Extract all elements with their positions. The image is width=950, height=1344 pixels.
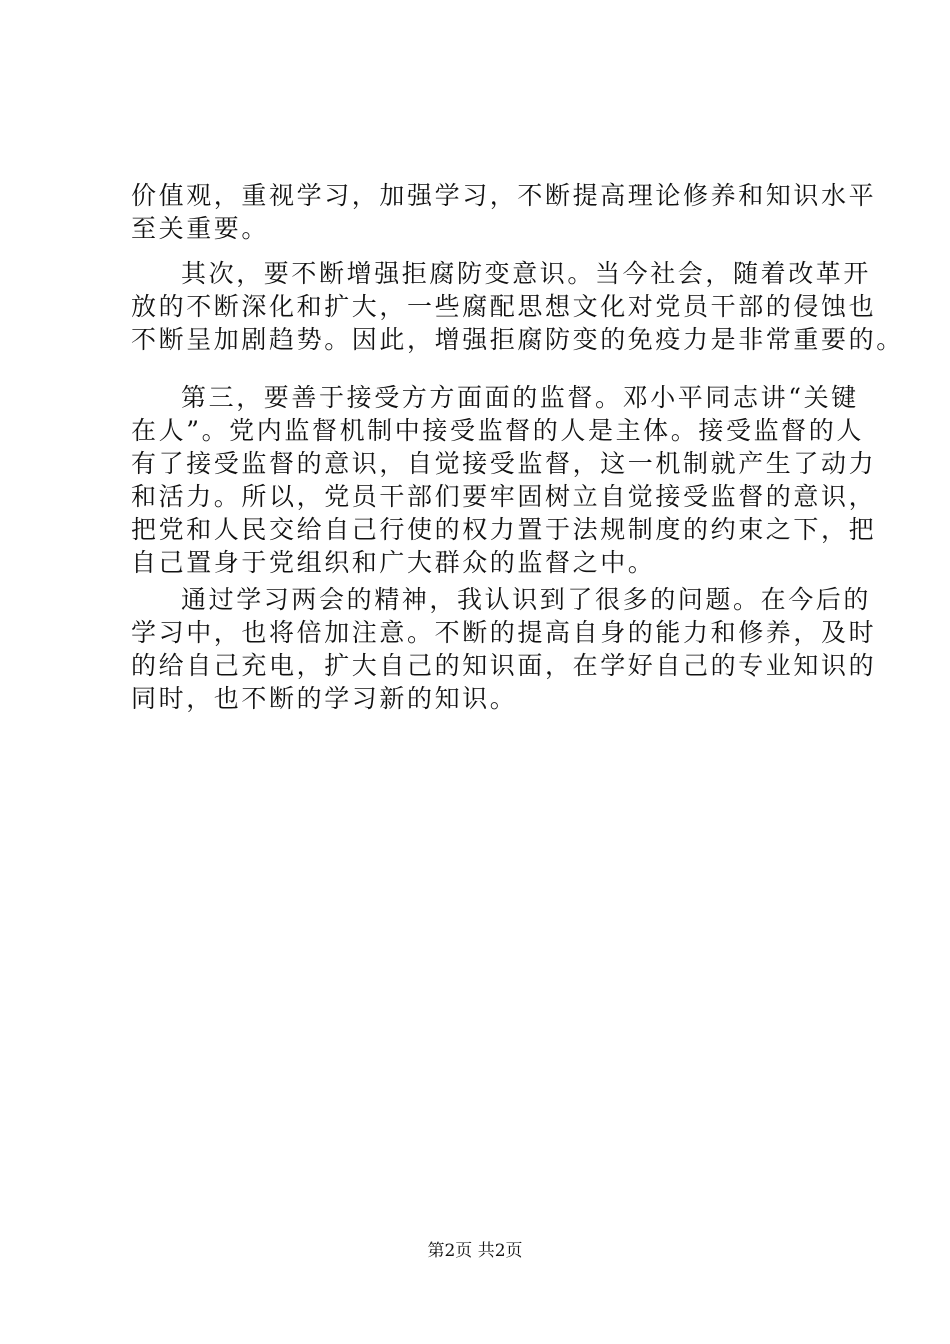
text-line: 同时，也不断的学习新的知识。 — [131, 684, 518, 713]
text-line: 不断呈加剧趋势。因此，增强拒腐防变的免疫力是非常重要的。 — [131, 325, 904, 354]
text-line: 学习中，也将倍加注意。不断的提高自身的能力和修养，及时 — [131, 618, 877, 647]
text-line: 把党和人民交给自己行使的权力置于法规制度的约束之下，把 — [131, 515, 877, 544]
text-line: 的给自己充电，扩大自己的知识面，在学好自己的专业知识的 — [131, 651, 877, 680]
page-footer: 第2页 共2页 — [427, 1241, 523, 1261]
text-line: 价值观，重视学习，加强学习，不断提高理论修养和知识水平 — [131, 181, 877, 210]
paragraph-line: 通过学习两会的精神，我认识到了很多的问题。在今后的 — [181, 585, 872, 614]
paragraph-line: 其次，要不断增强拒腐防变意识。当今社会，随着改革开 — [181, 259, 872, 288]
text-line: 自己置身于党组织和广大群众的监督之中。 — [131, 548, 656, 577]
text-line: 至关重要。 — [131, 214, 270, 243]
text-line: 和活力。所以，党员干部们要牢固树立自觉接受监督的意识， — [131, 482, 877, 511]
paragraph-line: 第三，要善于接受方方面面的监督。邓小平同志讲“关键 — [181, 383, 859, 412]
text-line: 放的不断深化和扩大，一些腐配思想文化对党员干部的侵蚀也 — [131, 292, 877, 321]
text-line: 有了接受监督的意识，自觉接受监督，这一机制就产生了动力 — [131, 449, 877, 478]
text-line: 在人”。党内监督机制中接受监督的人是主体。接受监督的人 — [131, 416, 864, 445]
